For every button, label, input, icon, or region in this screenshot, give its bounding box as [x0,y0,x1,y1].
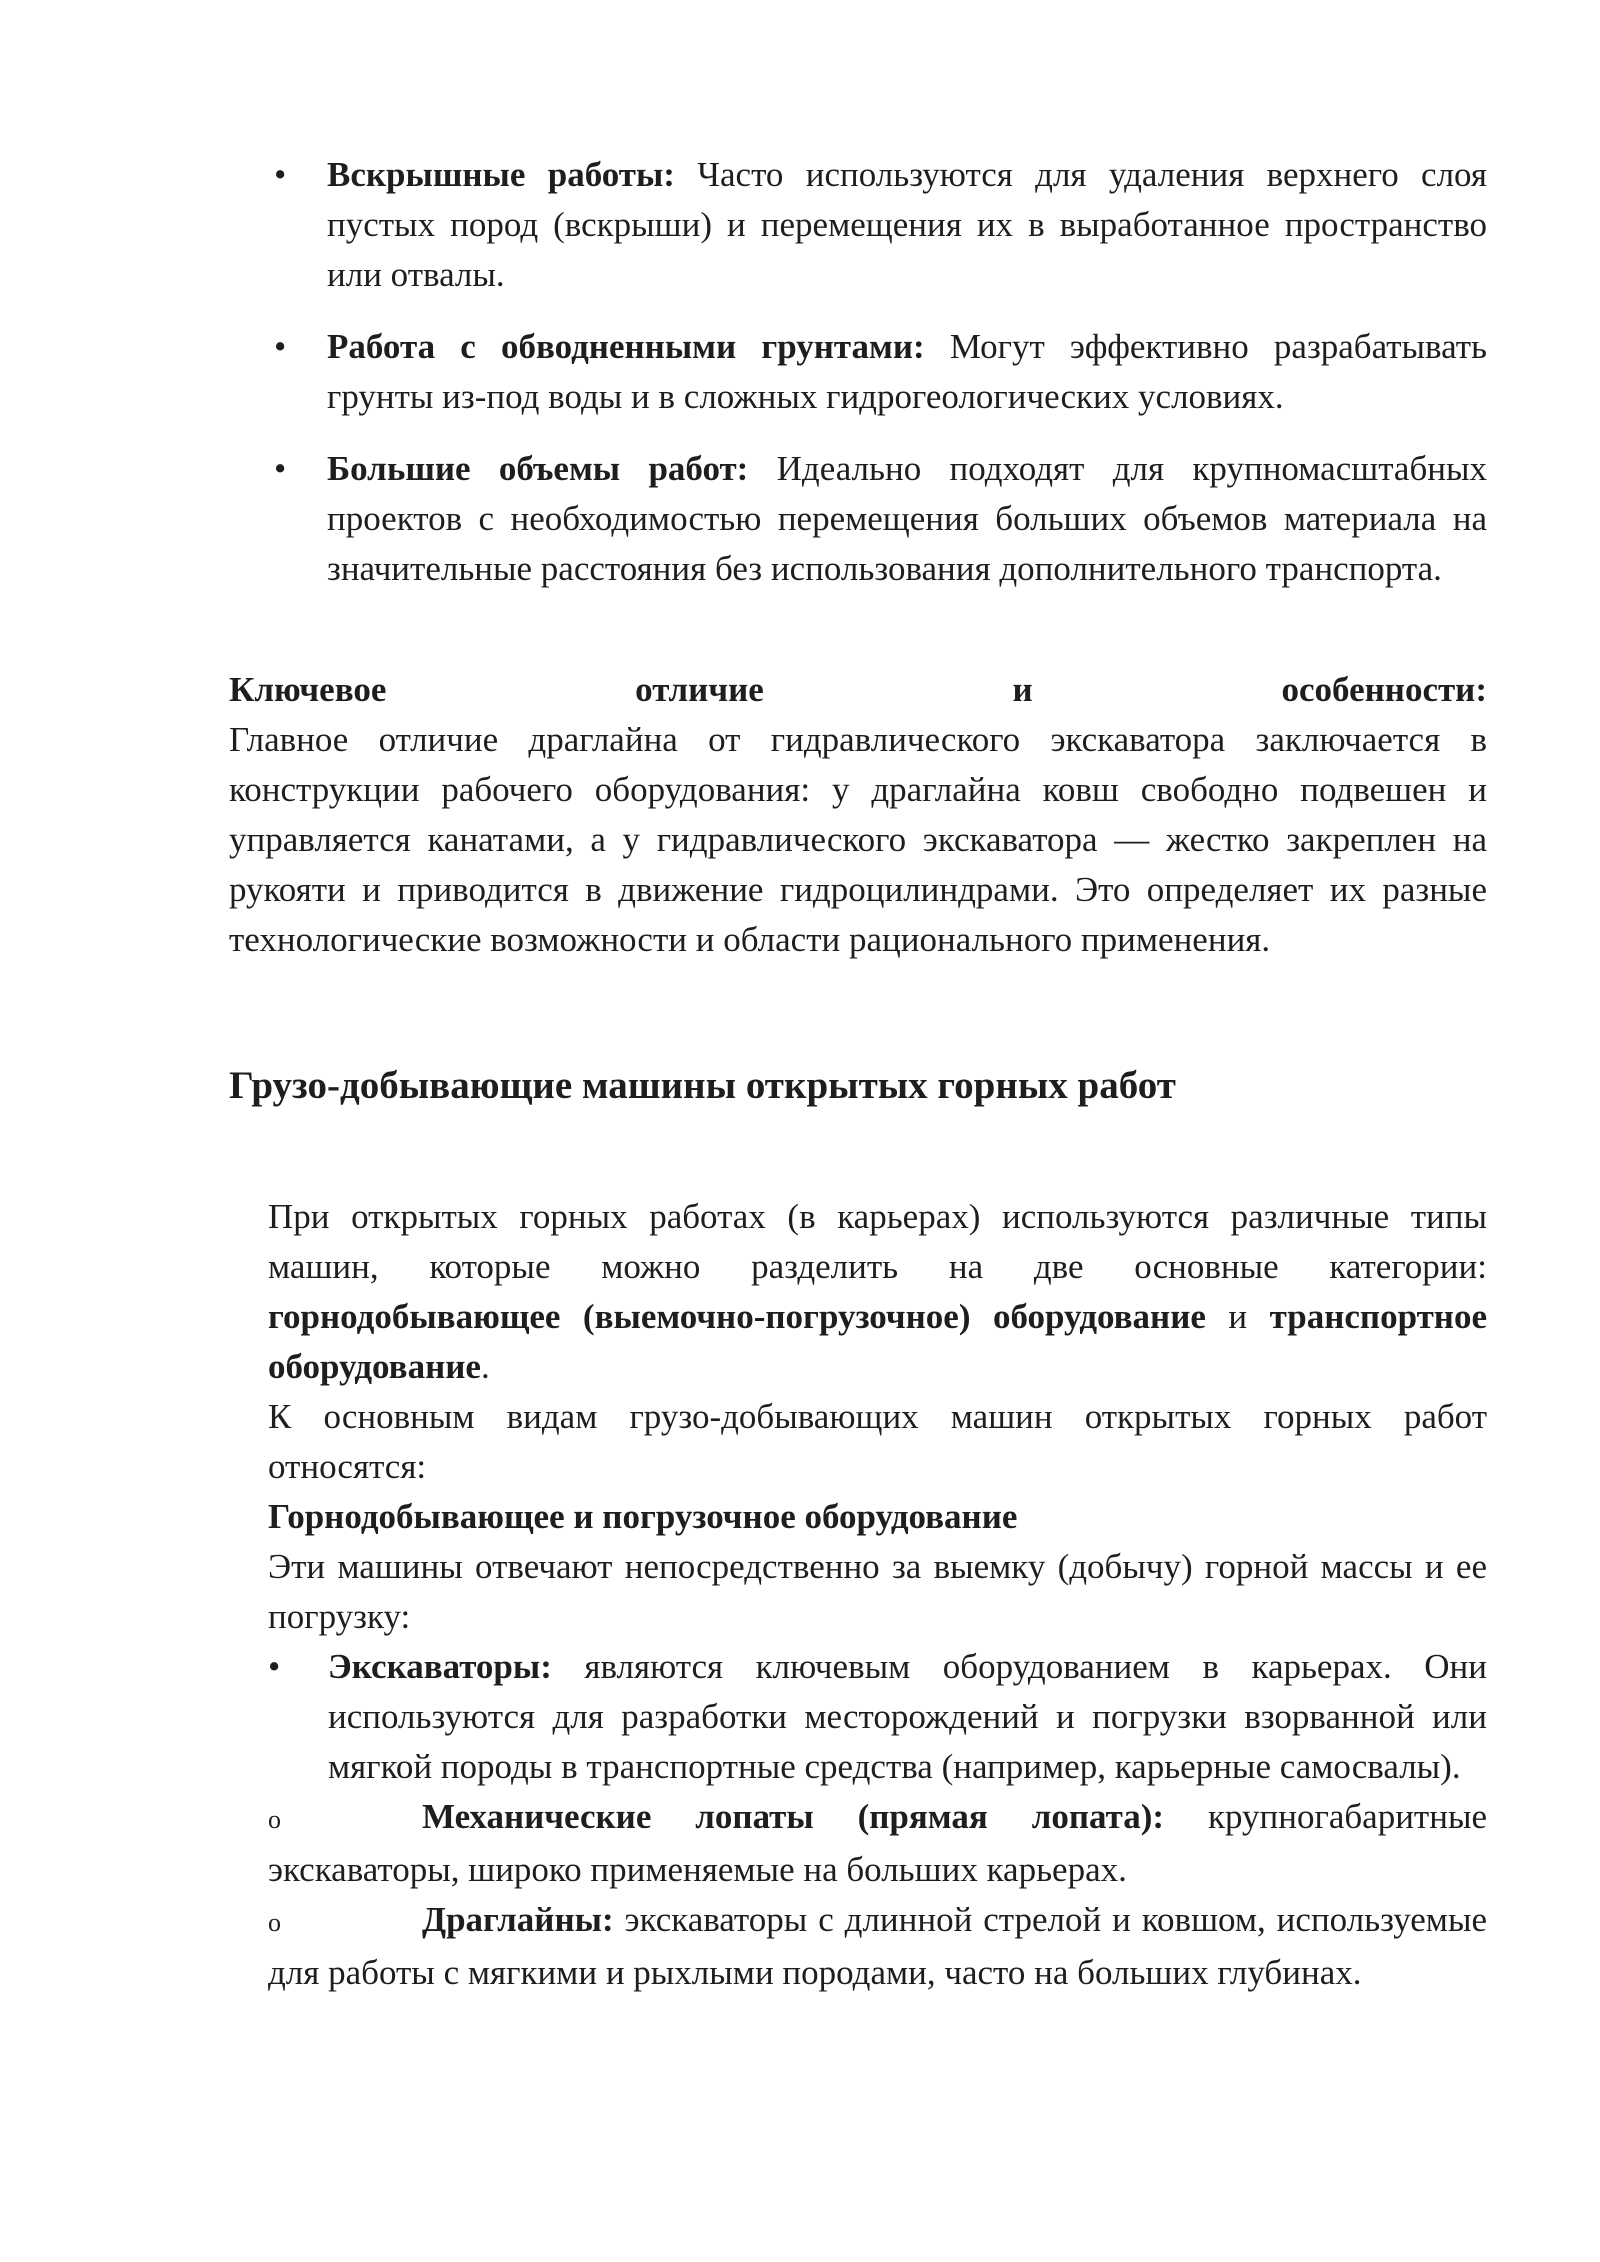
list-item-excavators [268,1642,1487,1792]
intro-paragraph [268,1192,1487,1392]
intro-bold-mining: горнодобывающее (выемочно-погрузочное) оборудование [268,1297,1206,1336]
list-item [229,322,1487,422]
intro-bold-transport: транспортное оборудование [268,1297,1487,1386]
subheading-text: Эти машины отвечают непосредственно за выемку (добычу) горной массы и ее погрузку: [268,1547,1487,1636]
circle-bullet-icon: o [268,1908,281,1937]
sub-list-item-term: Драглайны: [422,1900,614,1939]
key-difference-text: Главное отличие драглайна от гидравлического экскаватора заключается в конструкции рабочего оборудования: у драглайна ковш свободно подвешен и управляется канатами, а у гидравлического экскаватора — жестко закреплен на рукояти и приводится в движение гидроцилиндрами. Это определяет их разные технологические возможности и области рационального применения. [229,720,1487,959]
bullet-icon: • [274,155,287,194]
bullet-icon: • [268,1647,281,1686]
list-item-text: Идеально подходят для крупномасштабных проектов с необходимостью перемещения больших объемов материала на значительные расстояния без использования дополнительного транспорта. [327,449,1488,588]
bullet-icon: • [274,449,287,488]
intro-text-and: и [1205,1297,1270,1336]
sub-list-item-term: Механические лопаты (прямая лопата): [422,1797,1165,1836]
list-item [229,444,1487,594]
sub-list-item [268,1895,1487,1998]
sub-list-item-text: крупногабаритные экскаваторы, широко применяемые на больших карьерах. [268,1797,1487,1889]
sub-list-item [268,1792,1487,1895]
intro-text: При открытых горных работах (в карьерах) используются различные типы машин, которые можно разделить на две основные категории: [268,1197,1487,1286]
key-difference-block [229,665,1487,965]
types-intro: К основным видам грузо-добывающих машин открытых горных работ относятся: [268,1397,1487,1486]
list-item-text: являются ключевым оборудованием в карьерах. Они используются для разработки месторождений и погрузки взорванной или мягкой породы в транспортные средства (например, карьерные самосвалы). [328,1647,1487,1786]
sub-list-item-text: экскаваторы с длинной стрелой и ковшом, используемые для работы с мягкими и рыхлыми породами, часто на больших глубинах. [268,1900,1487,1992]
subheading: Горнодобывающее и погрузочное оборудование [268,1497,1018,1536]
circle-bullet-icon: o [268,1805,281,1834]
mining-machines-section [268,1192,1487,1998]
section-heading: Грузо-добывающие машины открытых горных работ [229,1064,1176,1107]
bullet-icon: • [274,327,287,366]
list-item-term: Экскаваторы: [328,1647,552,1686]
advantages-list [229,150,1487,616]
list-item-term: Вскрышные работы: [327,155,675,194]
list-item-text: Могут эффективно разрабатывать грунты из-под воды и в сложных гидрогеологических условиях. [327,327,1488,416]
list-item [229,150,1487,300]
list-item-term: Работа с обводненными грунтами: [327,327,925,366]
list-item-term: Большие объемы работ: [327,449,749,488]
intro-text-end: . [480,1347,490,1386]
list-item-text: Часто используются для удаления верхнего слоя пустых пород (вскрыши) и перемещения их в выработанное пространство или отвалы. [327,155,1487,294]
key-difference-title: Ключевое отличие и особенности: [229,670,1487,709]
